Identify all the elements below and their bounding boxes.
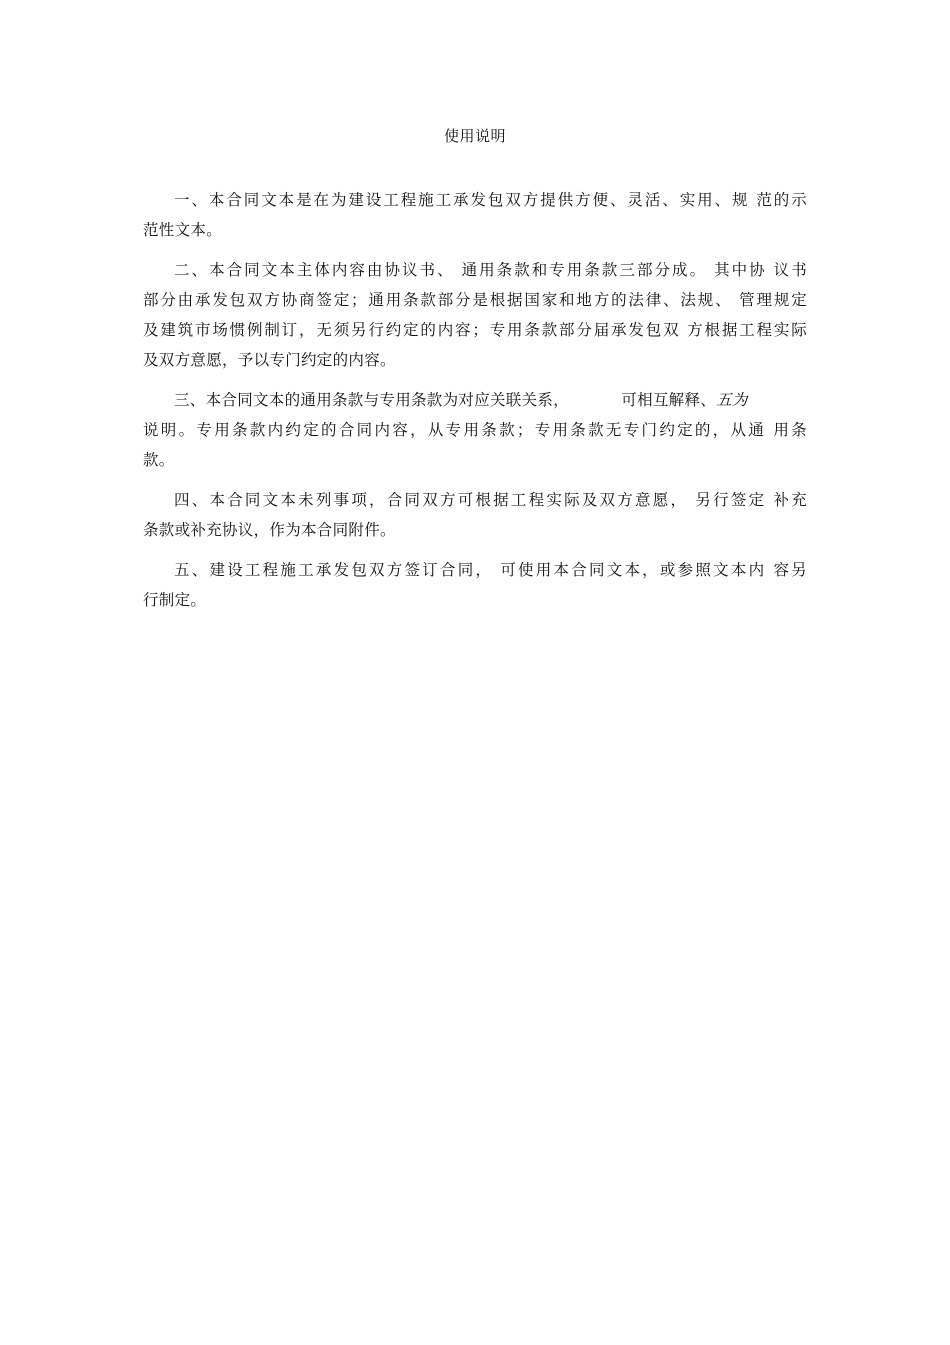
paragraph-line: 及双方意愿，予以专门约定的内容。 bbox=[143, 351, 396, 369]
paragraph-line: 四、本合同文本未列事项，合同双方可根据工程实际及双方意愿， 另行签定 补充 bbox=[174, 491, 807, 509]
paragraph-line: 二、本合同文本主体内容由协议书、 通用条款和专用条款三部分成。 其中协 议书 bbox=[174, 261, 807, 279]
paragraph-line: 条款或补充协议，作为本合同附件。 bbox=[143, 521, 396, 539]
paragraph-5 bbox=[143, 555, 807, 615]
paragraph-line: 范性文本。 bbox=[143, 221, 223, 239]
paragraph-1 bbox=[143, 185, 807, 245]
italic-fragment: 五为 bbox=[716, 391, 748, 409]
page-title: 使用说明 bbox=[443, 127, 506, 145]
paragraph-line: 行制定。 bbox=[143, 591, 207, 609]
paragraph-line: 说明。专用条款内约定的合同内容，从专用条款；专用条款无专门约定的，从通 用条 bbox=[143, 421, 807, 439]
paragraph-line-with-italic bbox=[143, 385, 807, 415]
paragraph-4 bbox=[143, 485, 807, 545]
document-body bbox=[143, 185, 807, 625]
paragraph-line: 三、本合同文本的通用条款与专用条款为对应关联关系， 可相互解释、 bbox=[174, 391, 717, 409]
paragraph-line: 部分由承发包双方协商签定；通用条款部分是根据国家和地方的法律、法规、 管理规定 bbox=[143, 291, 807, 309]
paragraph-3 bbox=[143, 385, 807, 475]
paragraph-line: 一、本合同文本是在为建设工程施工承发包双方提供方便、灵活、实用、规 范的示 bbox=[174, 191, 807, 209]
paragraph-line: 及建筑市场惯例制订，无须另行约定的内容；专用条款部分届承发包双 方根据工程实际 bbox=[143, 321, 807, 339]
paragraph-line: 款。 bbox=[143, 451, 175, 469]
paragraph-2 bbox=[143, 255, 807, 375]
paragraph-line: 五、建设工程施工承发包双方签订合同， 可使用本合同文本，或参照文本内 容另 bbox=[174, 561, 807, 579]
